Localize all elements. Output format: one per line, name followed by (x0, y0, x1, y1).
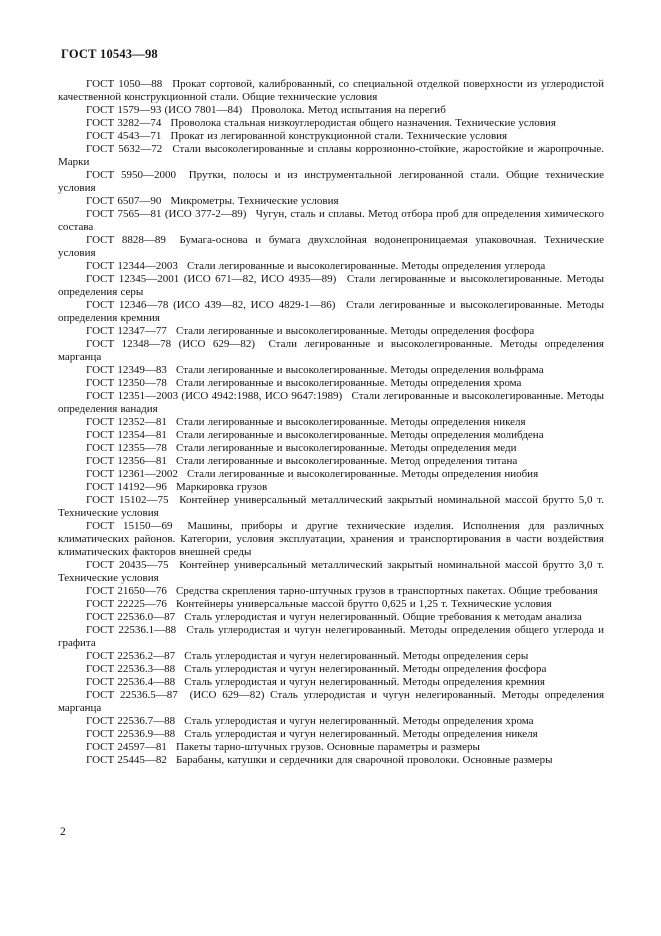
standard-code: ГОСТ 25445—82 (86, 754, 167, 766)
standard-code: ГОСТ 20435—75 (86, 559, 169, 571)
standard-title: Стали легированные и высоколегированные. Метод определения титана (176, 455, 518, 467)
standard-title: Контейнер универсальный металлический закрытый номинальной массой брутто 5,0 т. Технические условия (58, 494, 604, 519)
standard-code: ГОСТ 15102—75 (86, 494, 169, 506)
standard-code: ГОСТ 12346—78 (ИСО 439—82, ИСО 4829-1—86) (86, 299, 336, 311)
standard-entry (58, 299, 604, 325)
standard-code: ГОСТ 12349—83 (86, 364, 167, 376)
standard-entry (58, 585, 604, 598)
standard-entry (58, 650, 604, 663)
standard-entry (58, 442, 604, 455)
standard-code: ГОСТ 1050—88 (86, 78, 163, 90)
standard-entry (58, 117, 604, 130)
standard-code: ГОСТ 12352—81 (86, 416, 167, 428)
standard-entry (58, 169, 604, 195)
standard-title: Проволока. Метод испытания на перегиб (251, 104, 446, 116)
standard-code: ГОСТ 22536.7—88 (86, 715, 176, 727)
standard-title: Средства скрепления тарно-штучных грузов в транспортных пакетах. Общие требования (176, 585, 598, 597)
standard-title: Стали легированные и высоколегированные. Методы определения ниобия (187, 468, 539, 480)
standard-entry (58, 338, 604, 364)
standard-title: Сталь углеродистая и чугун нелегированный. Методы определения кремния (184, 676, 545, 688)
standard-code: ГОСТ 22225—76 (86, 598, 167, 610)
standard-entry (58, 364, 604, 377)
standard-entry (58, 676, 604, 689)
standard-entry (58, 208, 604, 234)
standard-code: ГОСТ 12347—77 (86, 325, 167, 337)
standard-code: ГОСТ 12350—78 (86, 377, 167, 389)
standard-title: Стали легированные и высоколегированные. Методы определения ванадия (58, 390, 604, 415)
standard-code: ГОСТ 24597—81 (86, 741, 167, 753)
page-number: 2 (60, 826, 66, 838)
standard-code: ГОСТ 12344—2003 (86, 260, 178, 272)
standard-code: ГОСТ 5950—2000 (86, 169, 176, 181)
standard-code: ГОСТ 12354—81 (86, 429, 167, 441)
standard-code: ГОСТ 12351—2003 (ИСО 4942:1988, ИСО 9647:1989) (86, 390, 343, 402)
standard-title: Прокат из легированной конструкционной стали. Технические условия (170, 130, 508, 142)
standard-title: Стали легированные и высоколегированные. Методы определения молибдена (176, 429, 544, 441)
standard-code: ГОСТ 22536.5—87 (86, 689, 178, 701)
standard-title: Машины, приборы и другие технические изделия. Исполнения для различных климатических районов. Категории, условия эксплуатации, хранения и транспортирования в части воздействия климатических факторов внешней среды (58, 520, 604, 558)
standard-code: ГОСТ 3282—74 (86, 117, 162, 129)
standard-entry (58, 598, 604, 611)
standard-code: ГОСТ 8828—89 (86, 234, 166, 246)
standard-entry (58, 689, 604, 715)
standard-code: ГОСТ 21650—76 (86, 585, 167, 597)
standard-entry (58, 728, 604, 741)
standard-title: Стали легированные и высоколегированные. Методы определения серы (58, 273, 604, 298)
standard-title: Бумага-основа и бумага двухслойная водонепроницаемая упаковочная. Технические условия (58, 234, 604, 259)
standard-title: Прокат сортовой, калиброванный, со специальной отделкой поверхности из углеродистой качественной конструкционной стали. Общие технические условия (58, 78, 605, 103)
standard-title: Контейнер универсальный металлический закрытый номинальной массой брутто 3,0 т. Технические условия (58, 559, 604, 584)
standard-title: Сталь углеродистая и чугун нелегированный. Методы определения серы (184, 650, 529, 662)
standard-title: Стали легированные и высоколегированные. Методы определения углерода (187, 260, 546, 272)
standard-entry (58, 741, 604, 754)
standard-title: Чугун, сталь и сплавы. Метод отбора проб для определения химического состава (58, 208, 605, 233)
standard-entry (58, 494, 604, 520)
standard-entry (58, 130, 604, 143)
standard-title: Стали легированные и высоколегированные. Методы определения меди (176, 442, 517, 454)
standard-entry (58, 325, 604, 338)
standard-title: Микрометры. Технические условия (170, 195, 339, 207)
standard-entry (58, 377, 604, 390)
standard-code: ГОСТ 4543—71 (86, 130, 162, 142)
standard-entry (58, 429, 604, 442)
standard-code: ГОСТ 12356—81 (86, 455, 167, 467)
standard-code: ГОСТ 12355—78 (86, 442, 167, 454)
standard-title: Стали легированные и высоколегированные. Методы определения хрома (176, 377, 522, 389)
standard-title: Стали высоколегированные и сплавы коррозионно-стойкие, жаростойкие и жаропрочные. Марки (58, 143, 605, 168)
standard-entry (58, 715, 604, 728)
standard-title: Контейнеры универсальные массой брутто 0,625 и 1,25 т. Технические условия (176, 598, 552, 610)
standard-entry (58, 273, 604, 299)
standard-entry (58, 663, 604, 676)
standard-entry (58, 520, 604, 559)
standards-list (58, 78, 604, 767)
standard-code: ГОСТ 14192—96 (86, 481, 167, 493)
standard-code: ГОСТ 12361—2002 (86, 468, 178, 480)
standard-entry (58, 416, 604, 429)
standard-title: Стали легированные и высоколегированные. Методы определения фосфора (176, 325, 535, 337)
standard-code: ГОСТ 22536.4—88 (86, 676, 176, 688)
standard-title: Стали легированные и высоколегированные. Методы определения никеля (176, 416, 526, 428)
standard-title: (ИСО 629—82) Сталь углеродистая и чугун нелегированный. Методы определения марганца (58, 689, 605, 714)
standard-code: ГОСТ 6507—90 (86, 195, 162, 207)
standard-title: Сталь углеродистая и чугун нелегированный. Методы определения хрома (184, 715, 534, 727)
standard-entry (58, 624, 604, 650)
standard-code: ГОСТ 15150—69 (86, 520, 173, 532)
standard-title: Стали легированные и высоколегированные. Методы определения вольфрама (176, 364, 544, 376)
standard-title: Стали легированные и высоколегированные. Методы определения кремния (58, 299, 604, 324)
standard-entry (58, 559, 604, 585)
standard-code: ГОСТ 22536.2—87 (86, 650, 176, 662)
standard-entry (58, 260, 604, 273)
standard-entry (58, 611, 604, 624)
standard-title: Сталь углеродистая и чугун нелегированный. Методы определения фосфора (184, 663, 547, 675)
standard-code: ГОСТ 22536.3—88 (86, 663, 176, 675)
standard-entry (58, 455, 604, 468)
standard-code: ГОСТ 5632—72 (86, 143, 163, 155)
standard-entry (58, 390, 604, 416)
standard-title: Пакеты тарно-штучных грузов. Основные параметры и размеры (176, 741, 480, 753)
standard-title: Сталь углеродистая и чугун нелегированный. Методы определения общего углерода и графита (58, 624, 604, 649)
standard-title: Проволока стальная низкоуглеродистая общего назначения. Технические условия (170, 117, 556, 129)
standard-code: ГОСТ 12348—78 (ИСО 629—82) (86, 338, 256, 350)
standard-title: Стали легированные и высоколегированные. Методы определения марганца (58, 338, 604, 363)
standard-entry (58, 143, 604, 169)
standard-title: Барабаны, катушки и сердечники для сварочной проволоки. Основные размеры (176, 754, 553, 766)
standard-entry (58, 234, 604, 260)
standard-title: Сталь углеродистая и чугун нелегированный. Общие требования к методам анализа (184, 611, 582, 623)
standard-entry (58, 78, 604, 104)
document-code-header: ГОСТ 10543—98 (61, 47, 158, 61)
standard-title: Сталь углеродистая и чугун нелегированный. Методы определения никеля (184, 728, 538, 740)
standard-entry (58, 104, 604, 117)
standard-code: ГОСТ 22536.1—88 (86, 624, 177, 636)
standard-code: ГОСТ 7565—81 (ИСО 377-2—89) (86, 208, 247, 220)
standard-entry (58, 754, 604, 767)
standard-title: Прутки, полосы и из инструментальной легированной стали. Общие технические условия (58, 169, 604, 194)
standard-code: ГОСТ 22536.0—87 (86, 611, 176, 623)
standard-entry (58, 481, 604, 494)
standard-entry (58, 195, 604, 208)
standard-code: ГОСТ 22536.9—88 (86, 728, 176, 740)
standard-code: ГОСТ 1579—93 (ИСО 7801—84) (86, 104, 243, 116)
standard-title: Маркировка грузов (176, 481, 268, 493)
standard-code: ГОСТ 12345—2001 (ИСО 671—82, ИСО 4935—89) (86, 273, 337, 285)
standard-entry (58, 468, 604, 481)
